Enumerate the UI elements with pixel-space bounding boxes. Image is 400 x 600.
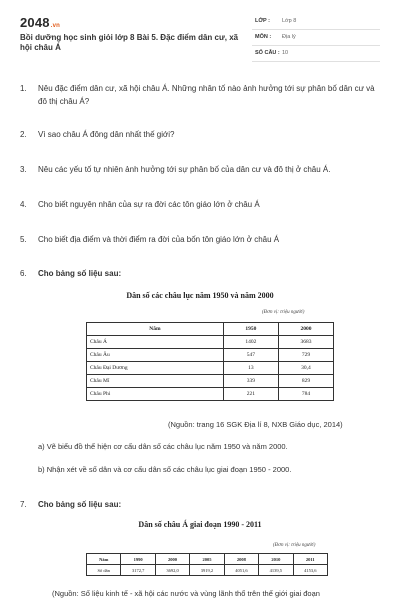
meta-label: LỚP : (255, 18, 270, 24)
table-cell: Châu Phi (87, 388, 224, 401)
table-header-cell: Năm (87, 323, 224, 336)
table2-title: Dân số châu Á giai đoạn 1990 - 2011 (138, 520, 262, 529)
table-header-cell: 1950 (223, 323, 278, 336)
question-text: Nêu đặc điểm dân cư, xã hội châu Á. Những nhân tố nào ảnh hưởng tới sự phân bố dân cư và đô thị châu Á? (38, 84, 375, 106)
page-title: Bồi dưỡng học sinh giỏi lớp 8 Bài 5. Đặc điểm dân cư, xã hội châu Á (20, 33, 239, 52)
meta-label: MÔN : (255, 34, 272, 40)
table-cell: 3919,2 (190, 565, 224, 576)
question-text: Cho biết nguyên nhân của sự ra đời các tôn giáo lớn ở châu Á (38, 200, 260, 209)
table-cell: Châu Mĩ (87, 375, 224, 388)
table-cell: Châu Á (87, 336, 224, 349)
question-text: Cho bảng số liệu sau: (38, 269, 122, 278)
table1-title: Dân số các châu lục năm 1950 và năm 2000 (126, 291, 274, 300)
question-number: 3. (20, 165, 27, 174)
table-cell: Châu Đại Dương (87, 362, 224, 375)
question-5 (20, 233, 380, 246)
table-cell: Châu Âu (87, 349, 224, 362)
question-number: 5. (20, 235, 27, 244)
meta-row-count (252, 46, 380, 62)
question-number: 7. (20, 500, 27, 509)
table-row (87, 336, 334, 349)
table-cell: 4051,6 (224, 565, 258, 576)
question-7 (20, 498, 380, 511)
table-cell: 784 (278, 388, 333, 401)
table-row (87, 362, 334, 375)
table-row (87, 565, 328, 576)
table-cell: 4139,5 (259, 565, 293, 576)
site-logo[interactable]: 2048.vn (20, 15, 61, 30)
table-header-cell: 2005 (190, 554, 224, 565)
table-row (87, 375, 334, 388)
meta-row-class (252, 14, 380, 30)
table-header-row (87, 323, 334, 336)
table-header-cell: 2010 (259, 554, 293, 565)
table-header-cell: 2011 (293, 554, 327, 565)
table-cell: 729 (278, 349, 333, 362)
table-row (87, 388, 334, 401)
question-text: Nêu các yếu tố tự nhiên ảnh hưởng tới sự phân bố của dân cư và đô thị ở châu Á. (38, 165, 331, 174)
table-cell: Số dân (87, 565, 121, 576)
table2-unit: (Đơn vị: triệu người) (273, 543, 316, 548)
table-cell: 3683 (278, 336, 333, 349)
meta-value: Địa lý (282, 34, 296, 40)
table-header-cell: Năm (87, 554, 121, 565)
table1-source: (Nguồn: trang 16 SGK Địa lí 8, NXB Giáo dục, 2014) (168, 420, 343, 429)
question-4 (20, 198, 380, 211)
table-cell: 30,4 (278, 362, 333, 375)
table-header-cell: 2000 (278, 323, 333, 336)
question-1 (20, 82, 380, 108)
table-cell: 829 (278, 375, 333, 388)
question-text: Cho bảng số liệu sau: (38, 500, 122, 509)
table-header-cell: 2000 (155, 554, 189, 565)
table-cell: 547 (223, 349, 278, 362)
table-cell: 13 (223, 362, 278, 375)
meta-panel (252, 14, 380, 62)
task-a: a) Vẽ biểu đồ thể hiện cơ cấu dân số các châu lục năm 1950 và năm 2000. (38, 442, 288, 451)
question-number: 1. (20, 84, 27, 93)
question-text: Vì sao châu Á đông dân nhất thế giới? (38, 130, 175, 139)
question-number: 2. (20, 130, 27, 139)
table-header-cell: 2008 (224, 554, 258, 565)
table-cell: 339 (223, 375, 278, 388)
table-row (87, 349, 334, 362)
question-number: 6. (20, 269, 27, 278)
table1-unit: (Đơn vị: triệu người) (262, 310, 305, 315)
population-table-1950-2000 (86, 322, 334, 401)
table-cell: 1402 (223, 336, 278, 349)
meta-value: Lớp 8 (282, 18, 297, 24)
page-header (0, 0, 400, 70)
meta-row-subject (252, 30, 380, 46)
asia-population-table (86, 553, 328, 576)
task-b: b) Nhận xét về số dân và cơ cấu dân số các châu lục giai đoạn 1950 - 2000. (38, 465, 292, 474)
table-header-row (87, 554, 328, 565)
question-number: 4. (20, 200, 27, 209)
question-6 (20, 267, 380, 280)
table-cell: 4153,6 (293, 565, 327, 576)
question-2 (20, 128, 380, 141)
table-cell: 3172,7 (121, 565, 155, 576)
table-header-cell: 1990 (121, 554, 155, 565)
table-cell: 221 (223, 388, 278, 401)
question-text: Cho biết địa điểm và thời điểm ra đời của bốn tôn giáo lớn ở châu Á (38, 235, 280, 244)
table-cell: 3692,0 (155, 565, 189, 576)
meta-value: 10 (282, 50, 289, 56)
question-3 (20, 163, 380, 176)
table2-source: (Nguồn: Số liệu kinh tế - xã hội các nước và vùng lãnh thổ trên thế giới giai đoạn (52, 589, 320, 598)
meta-label: SỐ CÂU : (255, 50, 280, 56)
